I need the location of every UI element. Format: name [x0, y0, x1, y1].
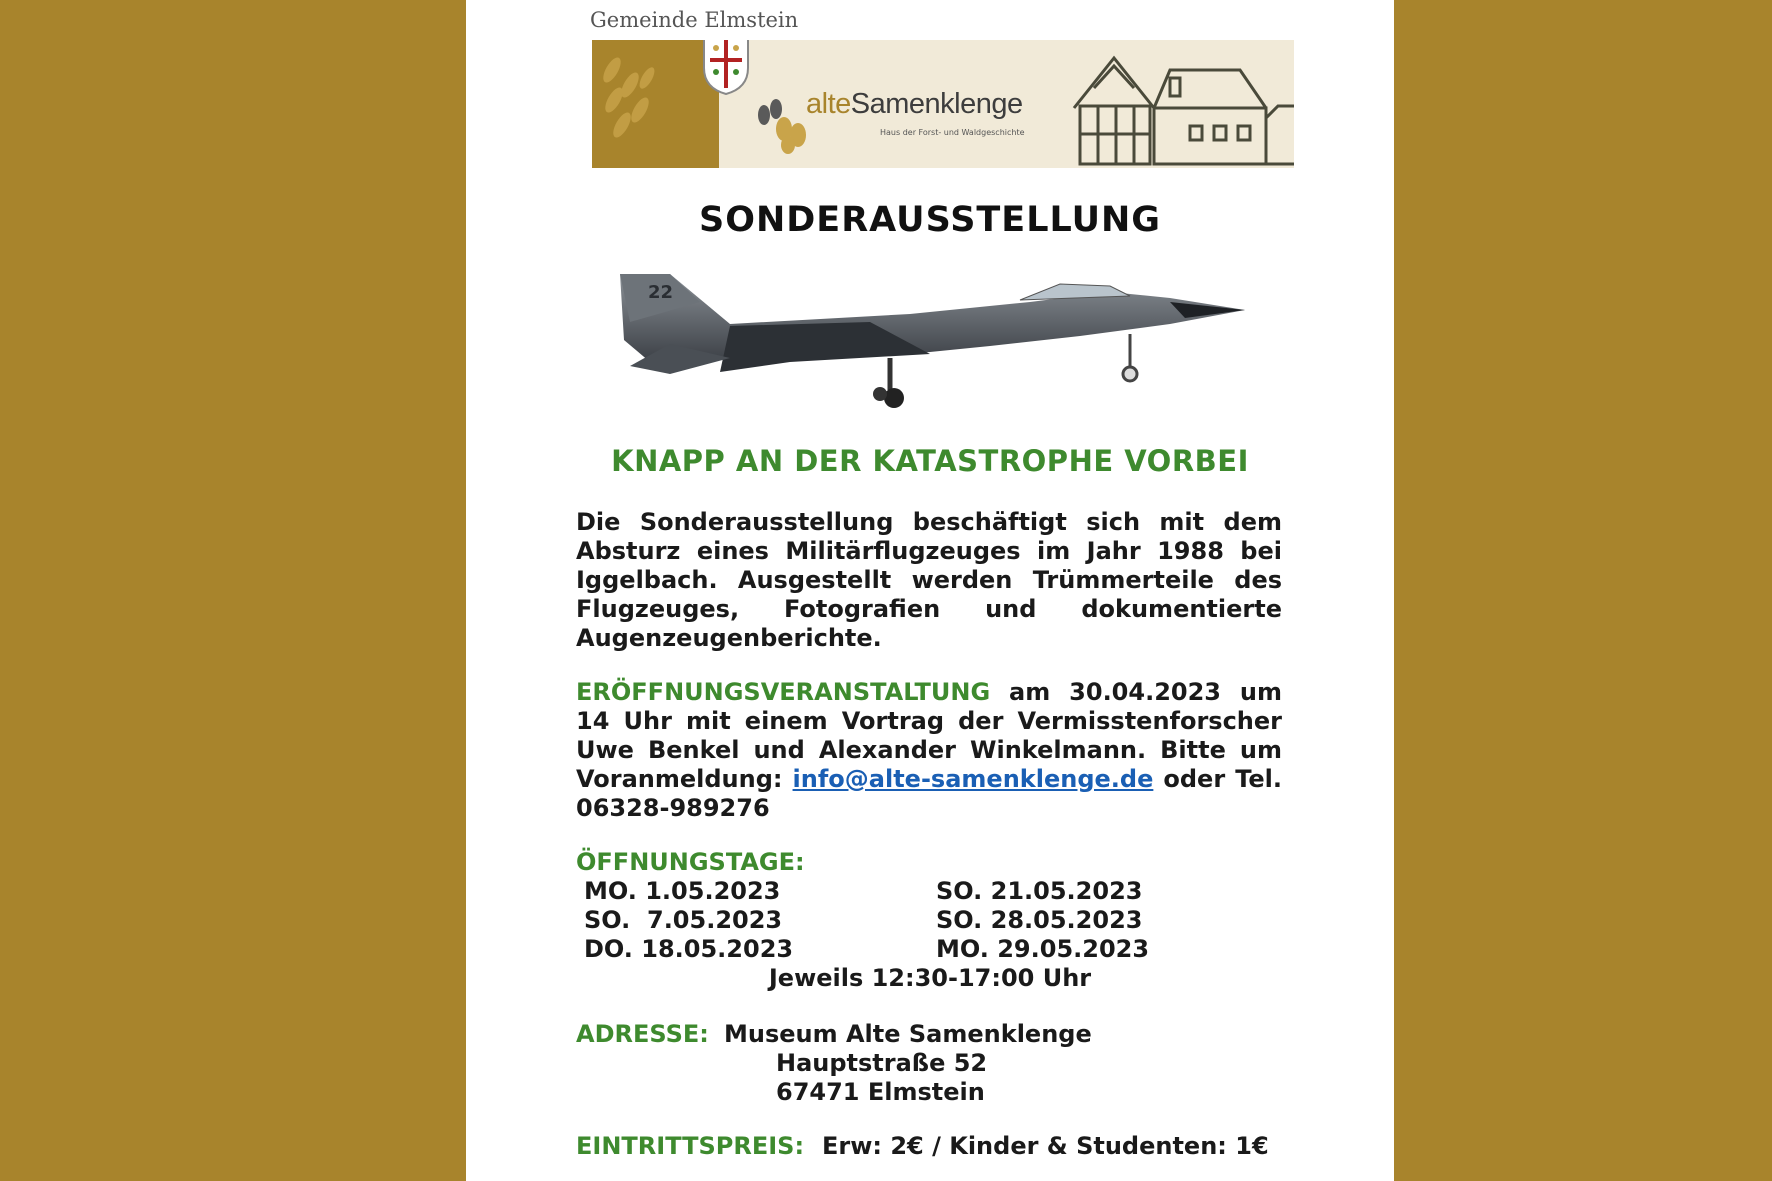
opening-event-text: am 30.04.2023 um 14 Uhr mit einem Vortrag der Vermisstenforscher Uwe Benkel und Alexander Winkelmann. Bitte um Voranmeldung:	[576, 678, 1282, 793]
logo-prefix: alte	[806, 88, 851, 120]
address-label: ADRESSE:	[576, 1020, 709, 1048]
opening-days-label: ÖFFNUNGSTAGE:	[576, 848, 805, 876]
exhibition-title: SONDERAUSSTELLUNG	[698, 200, 1162, 240]
museum-banner	[592, 40, 1294, 168]
opening-event-paragraph	[576, 678, 1282, 823]
fighter-jet-image	[610, 262, 1250, 430]
logo-name: Samenklenge	[850, 88, 1023, 120]
opening-day: SO. 28.05.2023	[936, 906, 1143, 934]
admission-label: EINTRITTSPREIS:	[576, 1132, 805, 1160]
opening-hours: Jeweils 12:30-17:00 Uhr	[768, 964, 1092, 992]
address-line: 67471 Elmstein	[776, 1078, 985, 1106]
municipality-name: Gemeinde Elmstein	[590, 8, 799, 32]
opening-day: DO. 18.05.2023	[584, 935, 794, 963]
logo-subtitle: Haus der Forst- und Waldgeschichte	[880, 128, 1025, 137]
svg-text:22: 22	[648, 282, 674, 303]
banner-gold-panel	[592, 40, 719, 168]
exhibition-subtitle: KNAPP AN DER KATASTROPHE VORBEI	[611, 444, 1249, 478]
coat-of-arms-icon	[702, 40, 750, 96]
email-link[interactable]: info@alte-samenklenge.de	[792, 765, 1154, 793]
opening-day: MO. 29.05.2023	[936, 935, 1150, 963]
admission-price: Erw: 2€ / Kinder & Studenten: 1€	[822, 1132, 1269, 1160]
event-poster	[466, 0, 1394, 1181]
opening-event-label: ERÖFFNUNGSVERANSTALTUNG	[576, 678, 991, 706]
opening-contact-phone: oder Tel. 06328-989276	[576, 765, 1282, 822]
museum-logo-text	[806, 88, 1023, 121]
opening-day: MO. 1.05.2023	[584, 877, 781, 905]
exhibition-description: Die Sonderausstellung beschäftigt sich mit dem Absturz eines Militärflugzeuges im Jahr 1988 bei Iggelbach. Ausgestellt werden Trümmerteile des Flugzeuges, Fotografien und dokumentierte Augenzeugenberichte.	[576, 508, 1282, 652]
museum-building-icon	[1070, 48, 1294, 168]
address-line: Hauptstraße 52	[776, 1049, 988, 1077]
opening-day: SO. 7.05.2023	[584, 906, 783, 934]
address-line: Museum Alte Samenklenge	[724, 1020, 1092, 1048]
opening-day: SO. 21.05.2023	[936, 877, 1143, 905]
